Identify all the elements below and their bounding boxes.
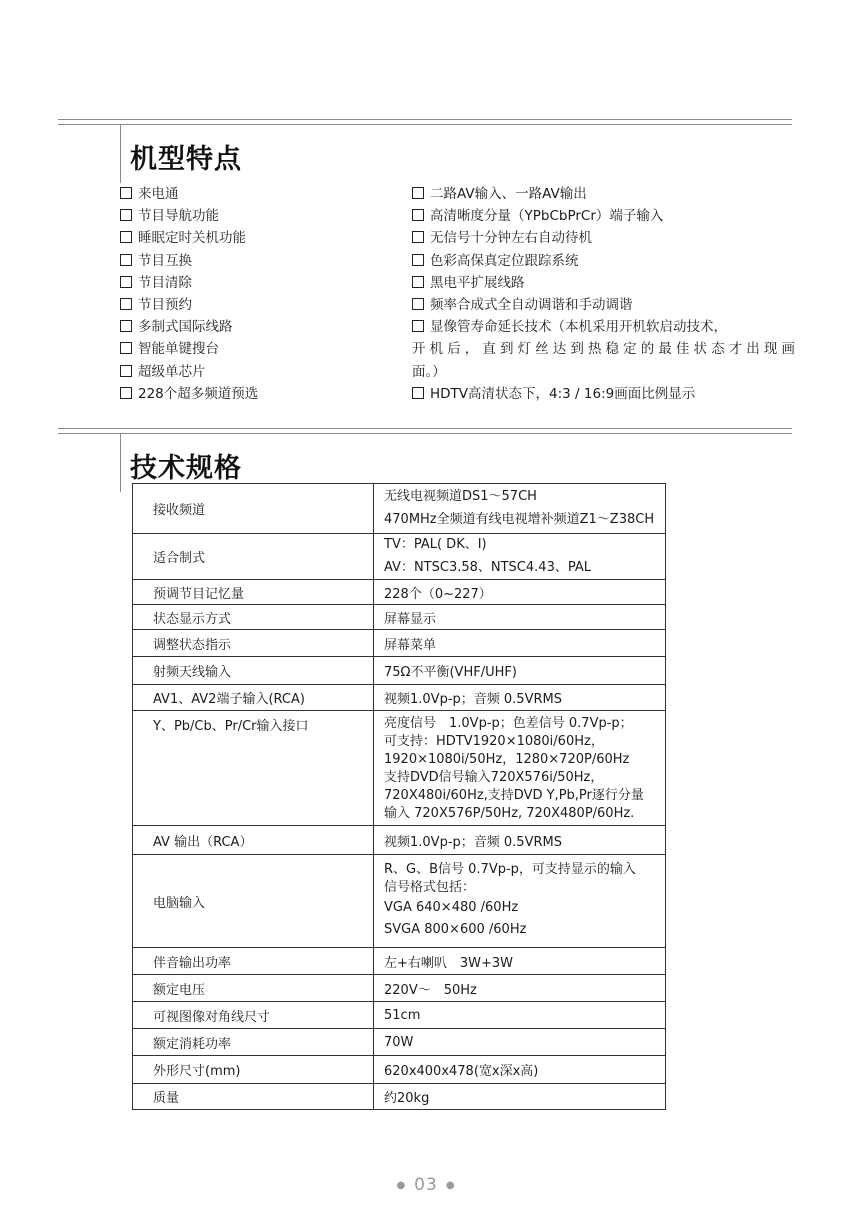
feature-item-continuation: 开机后，直到灯丝达到热稳定的最佳状态才出现画 bbox=[412, 341, 795, 358]
section-divider-specs bbox=[58, 428, 792, 434]
bullet-dot-icon: ● bbox=[445, 1180, 456, 1191]
checkbox-icon bbox=[412, 298, 424, 310]
feature-item: 节目预约 bbox=[120, 294, 258, 316]
feature-item: HDTV高清状态下，4:3 / 16:9画面比例显示 bbox=[412, 383, 795, 405]
feature-item: 多制式国际线路 bbox=[120, 316, 258, 338]
table-row bbox=[133, 1084, 666, 1110]
section-tick-specs bbox=[120, 434, 121, 492]
spec-label: 预调节目记忆量 bbox=[133, 580, 374, 605]
spec-label: Y、Pb/Cb、Pr/Cr输入接口 bbox=[133, 711, 374, 826]
checkbox-icon bbox=[412, 254, 424, 266]
checkbox-icon bbox=[412, 320, 424, 332]
spec-value: 屏幕菜单 bbox=[374, 630, 666, 657]
checkbox-icon bbox=[120, 209, 132, 221]
spec-label: 可视图像对角线尺寸 bbox=[133, 1002, 374, 1029]
feature-item: 智能单键搜台 bbox=[120, 338, 258, 360]
checkbox-icon bbox=[412, 231, 424, 243]
spec-label: 射频天线输入 bbox=[133, 657, 374, 685]
spec-label: AV1、AV2端子输入(RCA) bbox=[133, 685, 374, 711]
feature-item: 节目导航功能 bbox=[120, 205, 258, 227]
feature-item: 来电通 bbox=[120, 183, 258, 205]
table-row bbox=[133, 580, 666, 605]
bullet-dot-icon: ● bbox=[396, 1180, 407, 1191]
spec-value: 70W bbox=[374, 1029, 666, 1056]
feature-item: 无信号十分钟左右自动待机 bbox=[412, 227, 795, 249]
features-list-right bbox=[412, 183, 795, 405]
feature-item: 节目互换 bbox=[120, 250, 258, 272]
spec-value: 228个（0~227） bbox=[374, 580, 666, 605]
spec-label: AV 输出（RCA） bbox=[133, 826, 374, 855]
spec-value: TV：PAL( DK、I) AV：NTSC3.58、NTSC4.43、PAL bbox=[374, 534, 666, 580]
feature-item: 高清晰度分量（YPbCbPrCr）端子输入 bbox=[412, 205, 795, 227]
spec-label: 伴音输出功率 bbox=[133, 948, 374, 975]
feature-item: 睡眠定时关机功能 bbox=[120, 227, 258, 249]
features-list-left bbox=[120, 183, 258, 405]
feature-item-continuation: 面。） bbox=[412, 363, 446, 380]
feature-item: 频率合成式全自动调谐和手动调谐 bbox=[412, 294, 795, 316]
table-row bbox=[133, 948, 666, 975]
table-row bbox=[133, 605, 666, 630]
checkbox-icon bbox=[120, 187, 132, 199]
specifications-table bbox=[132, 483, 666, 1110]
spec-label: 额定消耗功率 bbox=[133, 1029, 374, 1056]
table-row bbox=[133, 711, 666, 826]
section-tick-features bbox=[120, 125, 121, 183]
table-row bbox=[133, 1002, 666, 1029]
table-row bbox=[133, 534, 666, 580]
table-row bbox=[133, 826, 666, 855]
checkbox-icon bbox=[120, 365, 132, 377]
spec-label: 额定电压 bbox=[133, 975, 374, 1002]
spec-value: 视频1.0Vp-p；音频 0.5VRMS bbox=[374, 826, 666, 855]
section-divider-features bbox=[58, 119, 792, 125]
spec-value: 51cm bbox=[374, 1002, 666, 1029]
feature-item: 二路AV输入、一路AV输出 bbox=[412, 183, 795, 205]
table-row bbox=[133, 975, 666, 1002]
checkbox-icon bbox=[412, 209, 424, 221]
spec-value: 视频1.0Vp-p；音频 0.5VRMS bbox=[374, 685, 666, 711]
table-row bbox=[133, 657, 666, 685]
spec-value: R、G、B信号 0.7Vp-p，可支持显示的输入 信号格式包括： VGA 640×480 /60Hz SVGA 800×600 /60Hz bbox=[374, 855, 666, 948]
feature-item: 黑电平扩展线路 bbox=[412, 272, 795, 294]
spec-label: 调整状态指示 bbox=[133, 630, 374, 657]
checkbox-icon bbox=[120, 342, 132, 354]
spec-label: 外形尺寸(mm) bbox=[133, 1056, 374, 1084]
checkbox-icon bbox=[412, 187, 424, 199]
table-row bbox=[133, 685, 666, 711]
checkbox-icon bbox=[120, 320, 132, 332]
feature-item: 显像管寿命延长技术（本机采用开机软启动技术， bbox=[412, 316, 795, 338]
checkbox-icon bbox=[120, 254, 132, 266]
feature-item: 节目清除 bbox=[120, 272, 258, 294]
table-row bbox=[133, 484, 666, 534]
spec-value: 约20kg bbox=[374, 1084, 666, 1110]
table-row bbox=[133, 1029, 666, 1056]
spec-value: 75Ω不平衡(VHF/UHF) bbox=[374, 657, 666, 685]
checkbox-icon bbox=[120, 387, 132, 399]
checkbox-icon bbox=[412, 387, 424, 399]
page-number: ● 03 ● bbox=[396, 1175, 456, 1195]
features-title: 机型特点 bbox=[130, 144, 242, 175]
checkbox-icon bbox=[412, 276, 424, 288]
table-row bbox=[133, 855, 666, 948]
spec-value: 亮度信号 1.0Vp-p；色差信号 0.7Vp-p； 可支持：HDTV1920×1080i/60Hz， 1920×1080i/50Hz，1280×720P/60Hz 支持DVD信号输入720X576i/50Hz， 720X480i/60Hz,支持DVD Y,Pb,Pr逐行分量 输入 720X576P/50Hz, 720X480P/60Hz. bbox=[374, 711, 666, 826]
checkbox-icon bbox=[120, 298, 132, 310]
table-row bbox=[133, 630, 666, 657]
spec-value: 屏幕显示 bbox=[374, 605, 666, 630]
checkbox-icon bbox=[120, 276, 132, 288]
spec-label: 质量 bbox=[133, 1084, 374, 1110]
spec-value: 左+右喇叭 3W+3W bbox=[374, 948, 666, 975]
spec-label: 接收频道 bbox=[133, 484, 374, 534]
spec-label: 状态显示方式 bbox=[133, 605, 374, 630]
table-row bbox=[133, 1056, 666, 1084]
feature-item: 色彩高保真定位跟踪系统 bbox=[412, 250, 795, 272]
spec-value: 无线电视频道DS1～57CH 470MHz全频道有线电视增补频道Z1～Z38CH bbox=[374, 484, 666, 534]
spec-value: 620x400x478(宽x深x高) bbox=[374, 1056, 666, 1084]
feature-item: 228个超多频道预选 bbox=[120, 383, 258, 405]
spec-value: 220V～ 50Hz bbox=[374, 975, 666, 1002]
spec-label: 适合制式 bbox=[133, 534, 374, 580]
spec-label: 电脑输入 bbox=[133, 855, 374, 948]
checkbox-icon bbox=[120, 231, 132, 243]
specs-title: 技术规格 bbox=[130, 453, 242, 484]
feature-item: 超级单芯片 bbox=[120, 361, 258, 383]
